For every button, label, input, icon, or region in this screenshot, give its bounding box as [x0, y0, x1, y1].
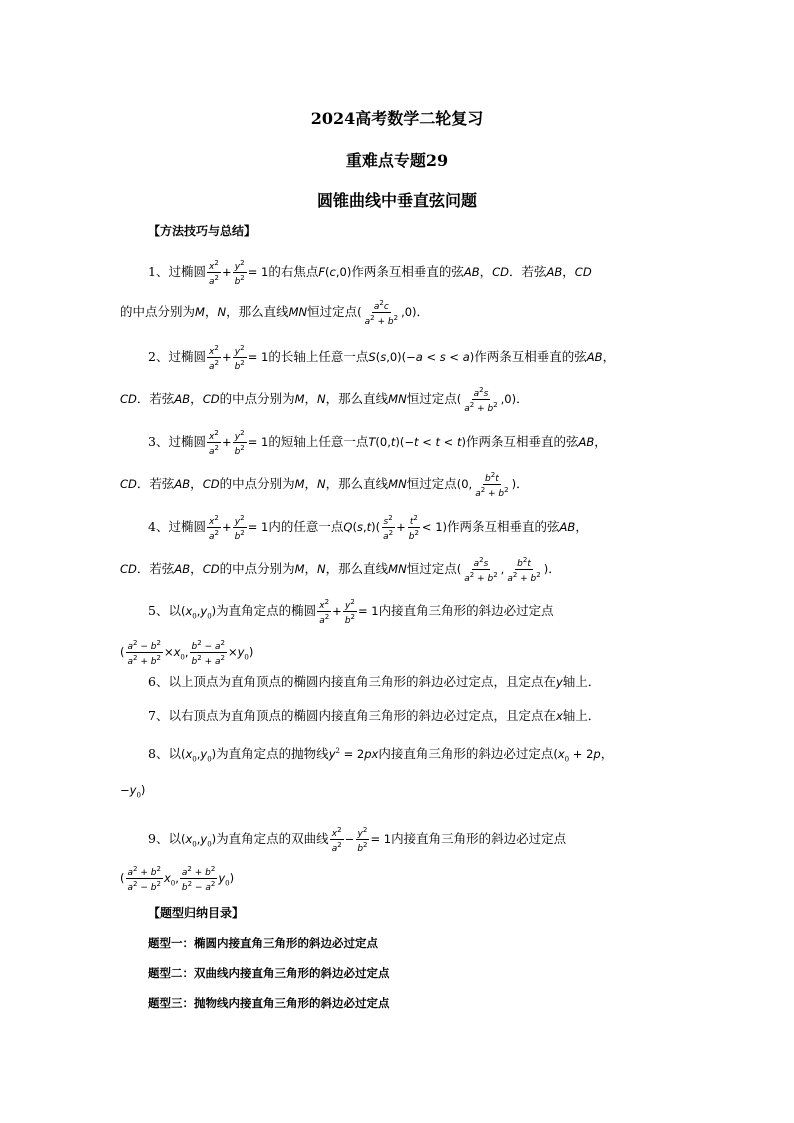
- topic-title: 圆锥曲线中垂直弦问题: [316, 191, 477, 210]
- type-item: 题型一：椭圆内接直角三角形的斜边必过定点: [148, 936, 378, 950]
- item-4-line-2: CD．若弦AB，CD的中点分别为M，N，那么直线MN恒过定点( $\frac{a^2s}{a^2 + b^2}$ , $\frac{b^2t}{a^2 + b^2}$ )．: [120, 556, 561, 584]
- item-5-line-1: 5、以$(x_0,y_0)$为直角定点的椭圆 $\frac{x^2}{a^2}$ + $\frac{y^2}{b^2}$ = 1内接直角三角形的斜边必过定点: [148, 598, 554, 626]
- item-8-line-1: 8、以$(x_0,y_0)$为直角定点的抛物线$y^2 = 2px$内接直角三角形的斜边必过定点($x_0 + 2p$，: [148, 746, 614, 764]
- item-2-line-2: CD．若弦AB，CD的中点分别为M，N，那么直线MN恒过定点( $\frac{a^2s}{a^2 + b^2}$ ,0)．: [120, 386, 529, 414]
- item-9-line-2: ( $\frac{a^2 + b^2}{a^2 - b^2}$ $x_0$, $\frac{a^2 + b^2}{b^2 - a^2}$ $y_0$): [120, 865, 235, 893]
- section-types-heading: 【题型归纳目录】: [148, 906, 245, 920]
- type-item: 题型二：双曲线内接直角三角形的斜边必过定点: [148, 966, 390, 980]
- item-5-line-2: ( $\frac{a^2 - b^2}{a^2 + b^2}$ $\times x_0$, $\frac{b^2 - a^2}{b^2 + a^2}$ $\times y_0$): [120, 639, 254, 667]
- item-7-line: 7、以右顶点为直角顶点的椭圆内接直角三角形的斜边必过定点，且定点在x轴上．: [148, 708, 601, 723]
- item-1-line-1: 1、过椭圆 $\frac{x^2}{a^2}$ + $\frac{y^2}{b^2}$ = 1的右焦点F(c,0)作两条互相垂直的弦AB，CD．若弦AB，CD: [148, 259, 592, 287]
- item-8-line-2: $-y_0$): [120, 783, 146, 800]
- item-9-line-1: 9、以$(x_0,y_0)$为直角定点的双曲线 $\frac{x^2}{a^2}$ − $\frac{y^2}{b^2}$ = 1内接直角三角形的斜边必过定点: [148, 826, 567, 854]
- item-2-line-1: 2、过椭圆 $\frac{x^2}{a^2}$ + $\frac{y^2}{b^2}$ = 1的长轴上任意一点S(s,0)(−a < s < a)作两条互相垂直的弦AB，: [148, 344, 616, 372]
- page-title: 2024高考数学二轮复习: [310, 109, 484, 128]
- type-item: 题型三：抛物线内接直角三角形的斜边必过定点: [148, 996, 390, 1010]
- item-1-line-2: 的中点分别为M，N，那么直线MN恒过定点( $\frac{a^2c}{a^2 + b^2}$ ,0)．: [120, 299, 430, 327]
- section-methods-heading: 【方法技巧与总结】: [148, 224, 257, 238]
- item-3-line-1: 3、过椭圆 $\frac{x^2}{a^2}$ + $\frac{y^2}{b^2}$ = 1的短轴上任意一点T(0,t)(−t < t < t)作两条互相垂直的弦AB，: [148, 429, 607, 457]
- item-6-line: 6、以上顶点为直角顶点的椭圆内接直角三角形的斜边必过定点，且定点在y轴上．: [148, 674, 601, 689]
- page-subtitle: 重难点专题29: [345, 151, 449, 170]
- item-4-line-1: 4、过椭圆 $\frac{x^2}{a^2}$ + $\frac{y^2}{b^2}$ = 1内的任意一点Q(s,t)( $\frac{s^2}{a^2}$ + $\frac{t^2}{b^2}$ < 1)作两条互相垂直的弦AB，: [148, 514, 588, 542]
- item-3-line-2: CD．若弦AB，CD的中点分别为M，N，那么直线MN恒过定点(0, $\frac{b^2t}{a^2 + b^2}$ )．: [120, 471, 529, 499]
